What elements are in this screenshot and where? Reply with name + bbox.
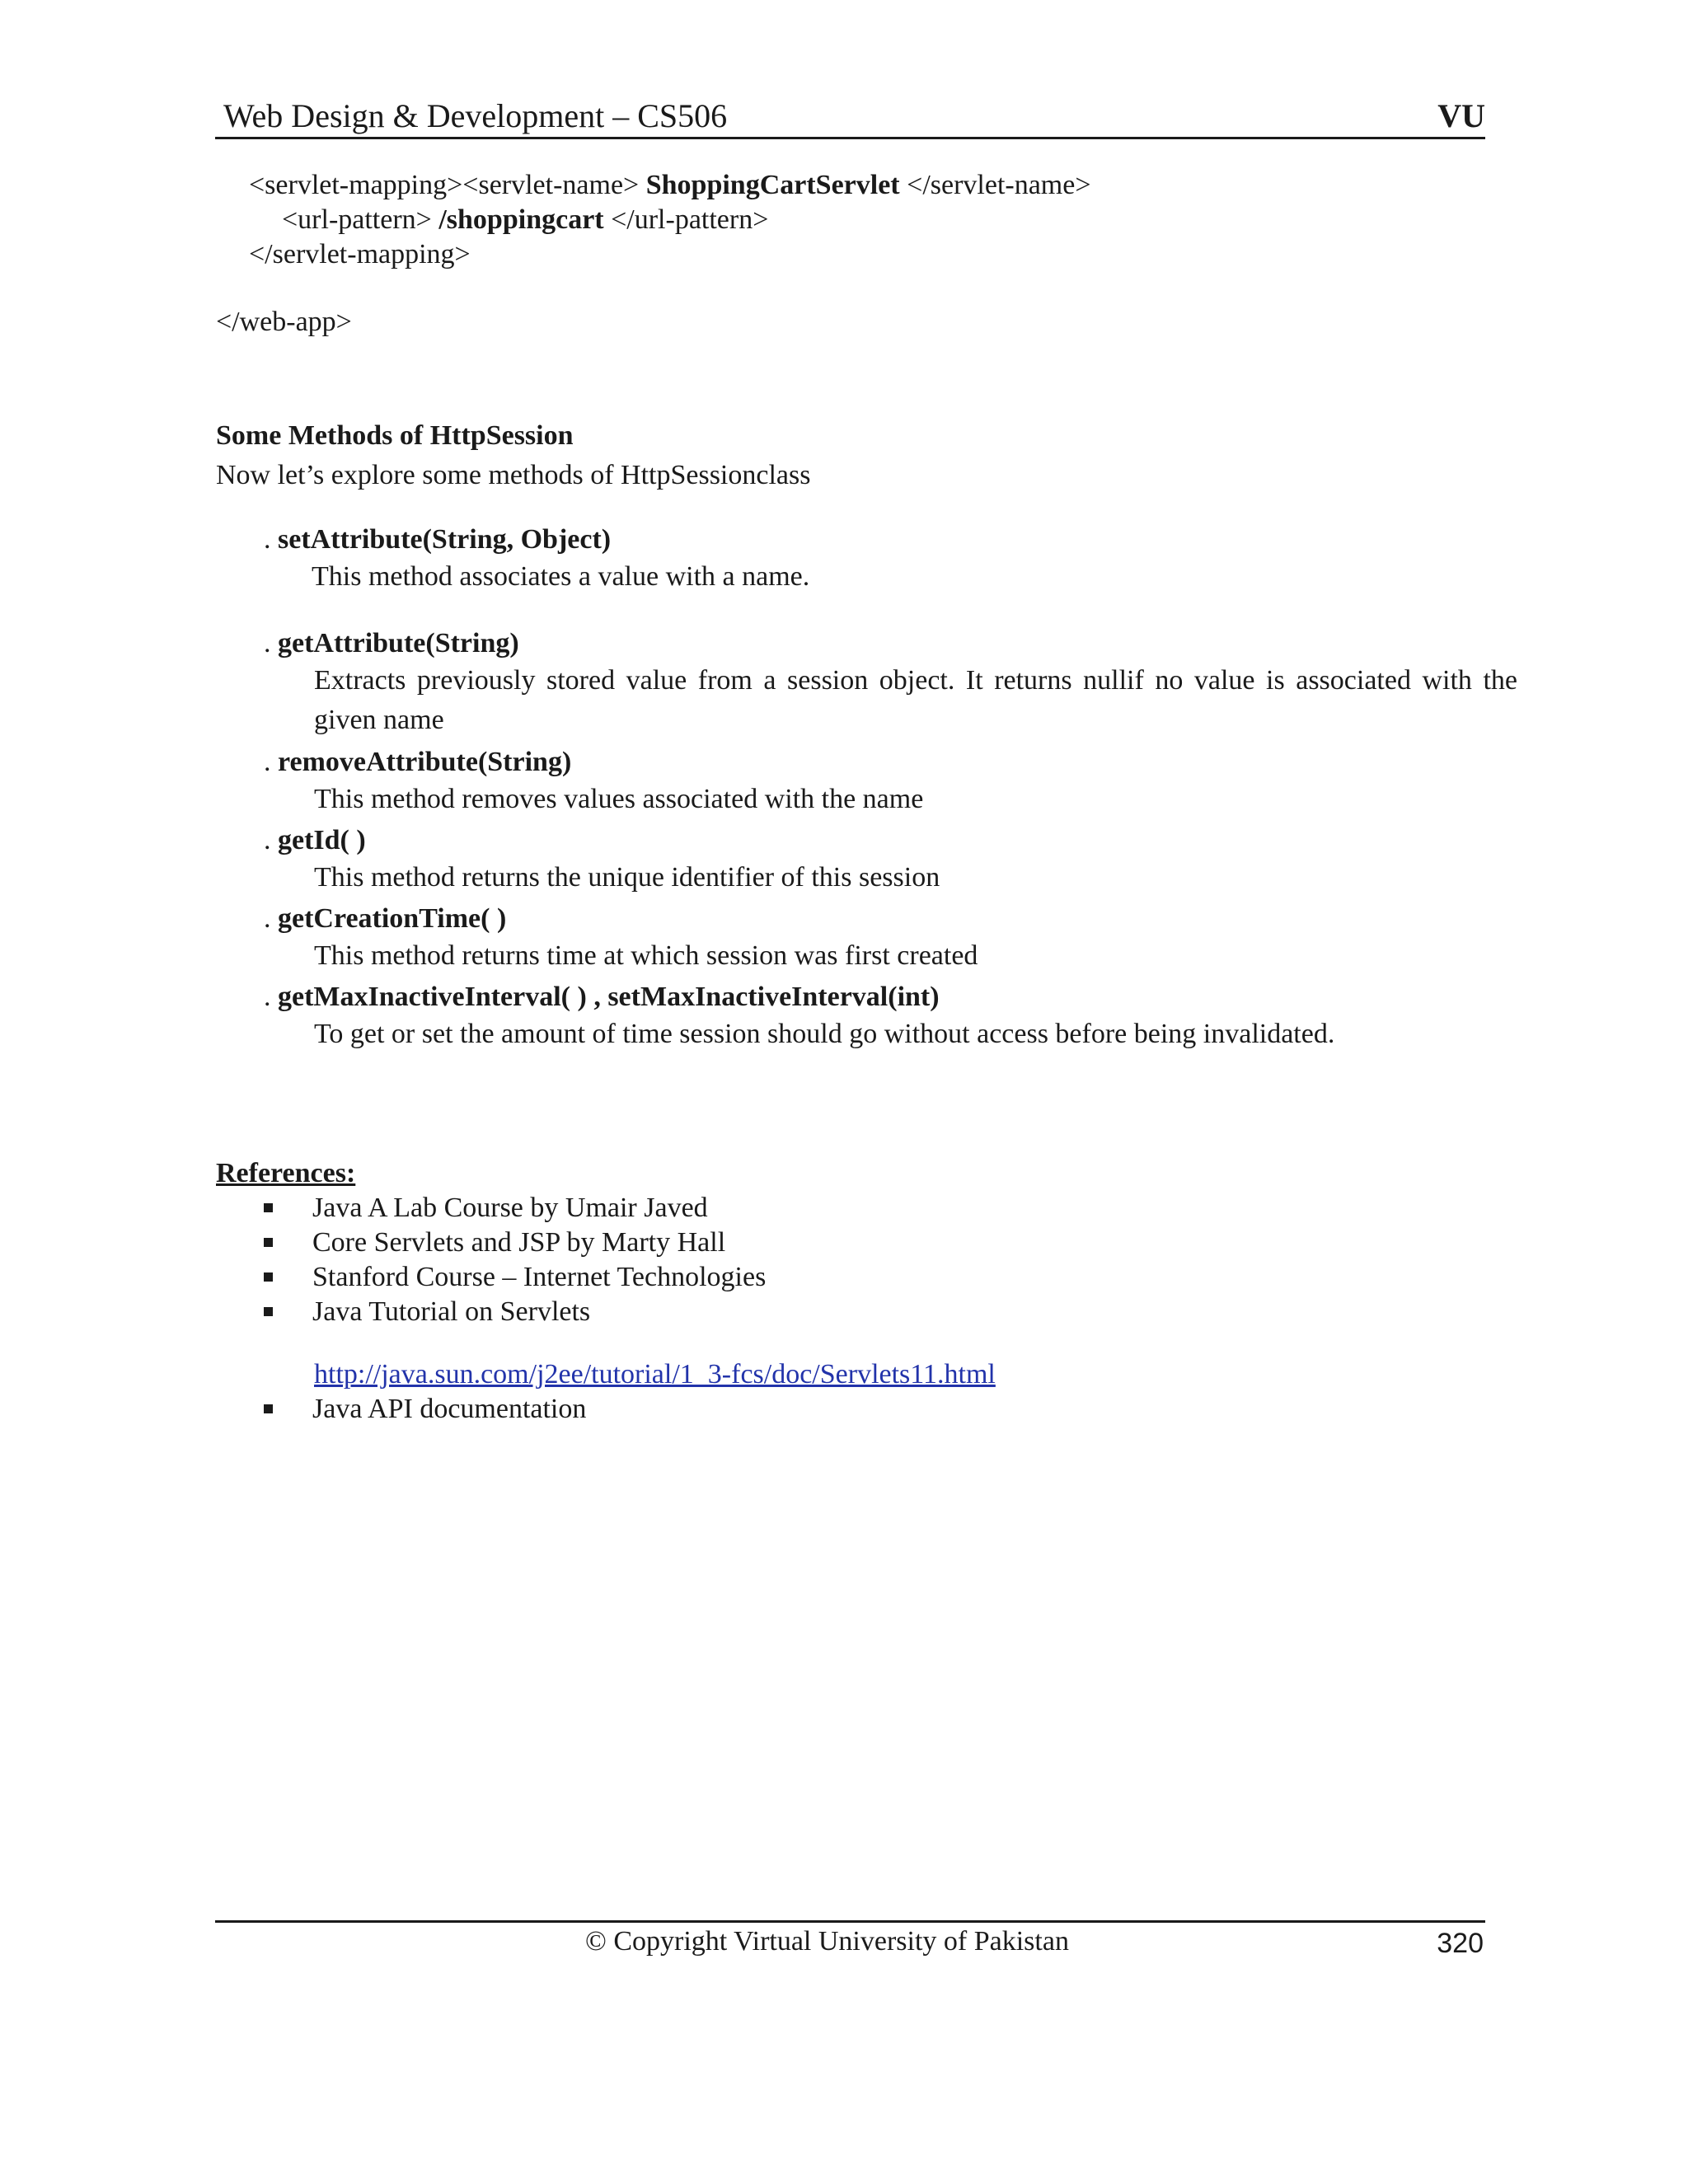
section-intro: Now let’s explore some methods of HttpSessionclass [216, 460, 811, 490]
method-description: This method associates a value with a name. [312, 561, 810, 592]
method-signature: getAttribute(String) [278, 628, 519, 658]
reference-text: Java A Lab Course by Umair Javed [312, 1193, 708, 1223]
square-bullet-icon [264, 1203, 273, 1212]
reference-text: Stanford Course – Internet Technologies [312, 1262, 767, 1292]
method-name [264, 745, 571, 780]
reference-item [264, 1392, 586, 1427]
method-bullet: . [264, 982, 278, 1012]
code-text: <servlet-mapping><servlet-name> [249, 170, 646, 200]
method-description: This method removes values associated with the name [314, 784, 924, 814]
method-signature: getId( ) [278, 825, 366, 855]
reference-item [264, 1191, 708, 1226]
reference-text: Java Tutorial on Servlets [312, 1296, 591, 1327]
reference-text: Core Servlets and JSP by Marty Hall [312, 1227, 726, 1258]
code-servlet-name: ShoppingCartServlet [645, 170, 900, 200]
footer-divider [215, 1920, 1485, 1923]
method-signature: getMaxInactiveInterval( ) , setMaxInactiveInterval(int) [278, 982, 940, 1012]
method-signature: setAttribute(String, Object) [278, 524, 612, 555]
code-line-url-pattern [282, 203, 768, 237]
footer-copyright: © Copyright Virtual University of Pakistan [585, 1926, 1069, 1957]
method-name [264, 626, 519, 661]
section-title: Some Methods of HttpSession [216, 420, 574, 451]
method-bullet: . [264, 628, 278, 658]
square-bullet-icon [264, 1238, 273, 1247]
reference-item [264, 1260, 766, 1295]
code-url-pattern: /shoppingcart [438, 204, 604, 235]
code-text: <url-pattern> [282, 204, 439, 235]
reference-item [264, 1226, 725, 1260]
method-name [264, 523, 611, 557]
method-bullet: . [264, 903, 278, 934]
references-heading: References: [216, 1158, 356, 1188]
code-line-close-mapping: </servlet-mapping> [249, 239, 471, 269]
code-text: </url-pattern> [603, 204, 769, 235]
square-bullet-icon [264, 1404, 273, 1413]
header-course-title: Web Design & Development – CS506 [223, 97, 728, 134]
page-header [215, 96, 1485, 139]
method-bullet: . [264, 747, 278, 777]
code-text: </servlet-name> [899, 170, 1091, 200]
square-bullet-icon [264, 1272, 273, 1282]
method-signature: removeAttribute(String) [278, 747, 572, 777]
method-bullet: . [264, 825, 278, 855]
method-description: This method returns the unique identifier of this session [314, 862, 940, 893]
method-name [264, 902, 506, 936]
method-signature: getCreationTime( ) [278, 903, 507, 934]
method-description: This method returns time at which session was first created [314, 940, 978, 971]
method-description: Extracts previously stored value from a session object. It returns nullif no value is associated with the given name [314, 665, 1517, 735]
reference-item [264, 1295, 590, 1329]
method-bullet: . [264, 524, 278, 555]
reference-text: Java API documentation [312, 1394, 587, 1424]
page-number: 320 [1437, 1928, 1484, 1959]
code-line-close-webapp: </web-app> [216, 307, 352, 337]
method-name [264, 980, 940, 1015]
header-university-abbr: VU [1437, 97, 1485, 134]
code-line-servlet-mapping [249, 168, 1091, 203]
reference-link[interactable]: http://java.sun.com/j2ee/tutorial/1_3-fcs/doc/Servlets11.html [314, 1359, 996, 1390]
method-description: To get or set the amount of time session should go without access before being invalidated. [314, 1019, 1335, 1049]
square-bullet-icon [264, 1307, 273, 1316]
method-name [264, 823, 366, 858]
